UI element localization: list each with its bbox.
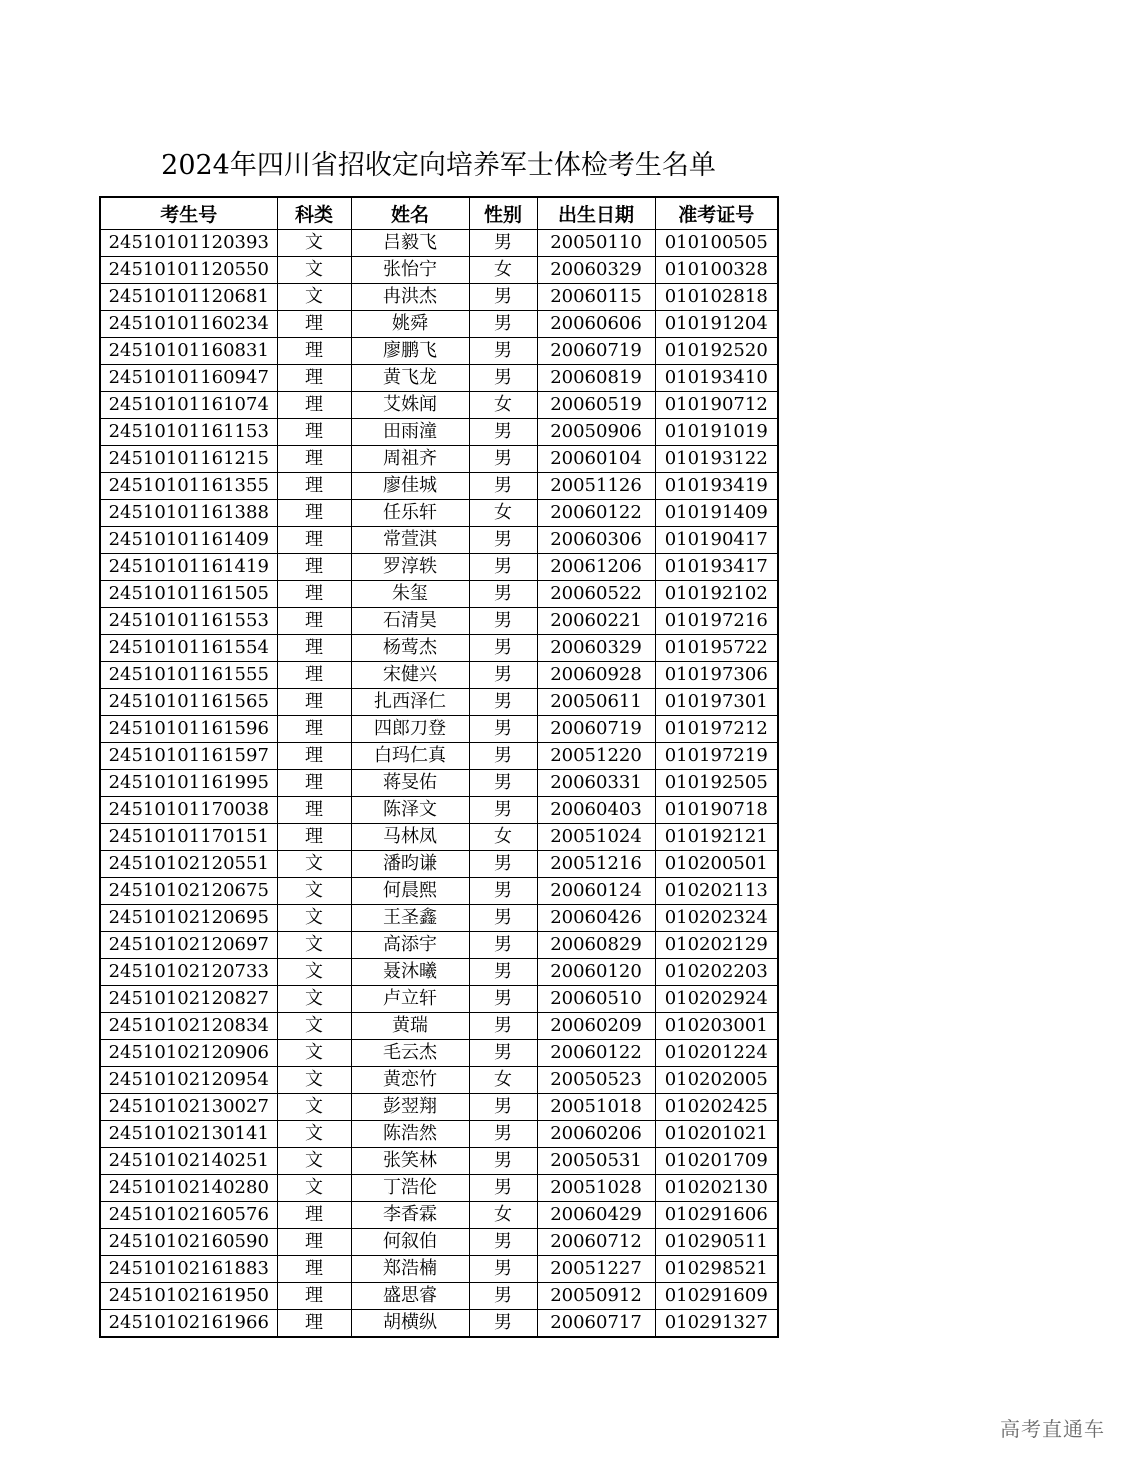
cell-admission-ticket: 010190417	[655, 527, 778, 554]
table-row	[100, 311, 778, 338]
cell-exam-number: 24510101161215	[100, 446, 277, 473]
table-row	[100, 419, 778, 446]
cell-admission-ticket: 010191019	[655, 419, 778, 446]
cell-exam-number: 24510101161565	[100, 689, 277, 716]
cell-exam-number: 24510101161505	[100, 581, 277, 608]
cell-name: 田雨潼	[351, 419, 469, 446]
cell-name: 张笑林	[351, 1148, 469, 1175]
document-title: 2024年四川省招收定向培养军士体检考生名单	[161, 150, 716, 181]
table-row	[100, 230, 778, 257]
cell-admission-ticket: 010201709	[655, 1148, 778, 1175]
cell-gender: 男	[469, 338, 537, 365]
cell-admission-ticket: 010193410	[655, 365, 778, 392]
cell-gender: 男	[469, 230, 537, 257]
cell-name: 吕毅飞	[351, 230, 469, 257]
cell-subject: 理	[277, 770, 351, 797]
cell-exam-number: 24510102160590	[100, 1229, 277, 1256]
cell-name: 廖佳城	[351, 473, 469, 500]
cell-birth-date: 20050611	[537, 689, 655, 716]
cell-name: 姚舜	[351, 311, 469, 338]
cell-name: 艾姝闻	[351, 392, 469, 419]
cell-exam-number: 24510101161419	[100, 554, 277, 581]
cell-birth-date: 20050906	[537, 419, 655, 446]
cell-admission-ticket: 010192102	[655, 581, 778, 608]
cell-subject: 文	[277, 1175, 351, 1202]
cell-birth-date: 20060403	[537, 797, 655, 824]
cell-subject: 理	[277, 473, 351, 500]
cell-gender: 男	[469, 1040, 537, 1067]
cell-gender: 男	[469, 311, 537, 338]
cell-gender: 男	[469, 581, 537, 608]
cell-birth-date: 20050110	[537, 230, 655, 257]
cell-birth-date: 20060522	[537, 581, 655, 608]
cell-gender: 男	[469, 554, 537, 581]
cell-name: 白玛仁真	[351, 743, 469, 770]
cell-subject: 理	[277, 1283, 351, 1310]
cell-admission-ticket: 010193122	[655, 446, 778, 473]
cell-subject: 理	[277, 338, 351, 365]
cell-subject: 文	[277, 878, 351, 905]
cell-name: 卢立轩	[351, 986, 469, 1013]
cell-birth-date: 20050912	[537, 1283, 655, 1310]
cell-birth-date: 20060719	[537, 338, 655, 365]
cell-birth-date: 20060206	[537, 1121, 655, 1148]
candidate-table	[99, 196, 779, 1338]
table-row	[100, 500, 778, 527]
cell-subject: 文	[277, 959, 351, 986]
cell-exam-number: 24510101161355	[100, 473, 277, 500]
cell-admission-ticket: 010298521	[655, 1256, 778, 1283]
cell-gender: 男	[469, 1310, 537, 1338]
cell-subject: 理	[277, 608, 351, 635]
cell-exam-number: 24510101161074	[100, 392, 277, 419]
cell-exam-number: 24510101161553	[100, 608, 277, 635]
cell-admission-ticket: 010291606	[655, 1202, 778, 1229]
table-row	[100, 1310, 778, 1338]
table-row	[100, 716, 778, 743]
cell-exam-number: 24510101120393	[100, 230, 277, 257]
table-row	[100, 770, 778, 797]
cell-gender: 男	[469, 635, 537, 662]
cell-exam-number: 24510102120695	[100, 905, 277, 932]
cell-gender: 男	[469, 1148, 537, 1175]
cell-gender: 男	[469, 1013, 537, 1040]
cell-name: 常萱淇	[351, 527, 469, 554]
cell-admission-ticket: 010193419	[655, 473, 778, 500]
cell-subject: 理	[277, 554, 351, 581]
cell-admission-ticket: 010202129	[655, 932, 778, 959]
cell-birth-date: 20060606	[537, 311, 655, 338]
cell-birth-date: 20061206	[537, 554, 655, 581]
cell-exam-number: 24510102120906	[100, 1040, 277, 1067]
table-row	[100, 608, 778, 635]
table-row	[100, 1256, 778, 1283]
cell-exam-number: 24510102140280	[100, 1175, 277, 1202]
cell-subject: 理	[277, 392, 351, 419]
cell-exam-number: 24510102120733	[100, 959, 277, 986]
cell-subject: 理	[277, 365, 351, 392]
cell-subject: 理	[277, 824, 351, 851]
cell-exam-number: 24510102130141	[100, 1121, 277, 1148]
table-row	[100, 878, 778, 905]
table-row	[100, 743, 778, 770]
cell-gender: 女	[469, 392, 537, 419]
cell-name: 郑浩楠	[351, 1256, 469, 1283]
cell-exam-number: 24510101161995	[100, 770, 277, 797]
table-row	[100, 1013, 778, 1040]
cell-gender: 男	[469, 446, 537, 473]
cell-admission-ticket: 010201021	[655, 1121, 778, 1148]
cell-admission-ticket: 010202130	[655, 1175, 778, 1202]
cell-subject: 文	[277, 257, 351, 284]
cell-exam-number: 24510102120697	[100, 932, 277, 959]
table-row	[100, 392, 778, 419]
cell-gender: 女	[469, 257, 537, 284]
cell-subject: 文	[277, 932, 351, 959]
cell-name: 陈泽文	[351, 797, 469, 824]
cell-admission-ticket: 010197301	[655, 689, 778, 716]
table-row	[100, 365, 778, 392]
cell-subject: 理	[277, 689, 351, 716]
cell-name: 张怡宁	[351, 257, 469, 284]
table-row	[100, 851, 778, 878]
cell-subject: 文	[277, 851, 351, 878]
cell-subject: 理	[277, 1202, 351, 1229]
cell-subject: 文	[277, 1013, 351, 1040]
cell-gender: 男	[469, 743, 537, 770]
cell-birth-date: 20050523	[537, 1067, 655, 1094]
cell-birth-date: 20060120	[537, 959, 655, 986]
cell-admission-ticket: 010195722	[655, 635, 778, 662]
cell-subject: 理	[277, 743, 351, 770]
cell-exam-number: 24510102130027	[100, 1094, 277, 1121]
cell-exam-number: 24510102120834	[100, 1013, 277, 1040]
cell-name: 高添宇	[351, 932, 469, 959]
cell-name: 盛思睿	[351, 1283, 469, 1310]
cell-exam-number: 24510102120827	[100, 986, 277, 1013]
cell-gender: 女	[469, 500, 537, 527]
cell-subject: 文	[277, 986, 351, 1013]
cell-name: 黄恋竹	[351, 1067, 469, 1094]
table-row	[100, 1175, 778, 1202]
cell-admission-ticket: 010190718	[655, 797, 778, 824]
cell-gender: 男	[469, 284, 537, 311]
cell-subject: 理	[277, 662, 351, 689]
cell-name: 何叙伯	[351, 1229, 469, 1256]
table-row	[100, 581, 778, 608]
cell-birth-date: 20060209	[537, 1013, 655, 1040]
cell-gender: 女	[469, 1067, 537, 1094]
cell-gender: 男	[469, 905, 537, 932]
cell-name: 陈浩然	[351, 1121, 469, 1148]
cell-admission-ticket: 010197306	[655, 662, 778, 689]
cell-admission-ticket: 010203001	[655, 1013, 778, 1040]
cell-birth-date: 20051126	[537, 473, 655, 500]
cell-admission-ticket: 010192520	[655, 338, 778, 365]
cell-subject: 文	[277, 1094, 351, 1121]
cell-subject: 文	[277, 284, 351, 311]
cell-gender: 男	[469, 689, 537, 716]
cell-admission-ticket: 010202324	[655, 905, 778, 932]
cell-gender: 男	[469, 419, 537, 446]
cell-exam-number: 24510101161597	[100, 743, 277, 770]
table-row	[100, 797, 778, 824]
cell-admission-ticket: 010202113	[655, 878, 778, 905]
cell-birth-date: 20060928	[537, 662, 655, 689]
cell-exam-number: 24510101120681	[100, 284, 277, 311]
cell-gender: 男	[469, 932, 537, 959]
column-header-name: 姓名	[351, 197, 469, 230]
cell-gender: 男	[469, 473, 537, 500]
cell-name: 黄飞龙	[351, 365, 469, 392]
cell-name: 扎西泽仁	[351, 689, 469, 716]
cell-admission-ticket: 010102818	[655, 284, 778, 311]
cell-subject: 理	[277, 1229, 351, 1256]
cell-gender: 男	[469, 851, 537, 878]
column-header-exam-number: 考生号	[100, 197, 277, 230]
table-row	[100, 635, 778, 662]
column-header-gender: 性别	[469, 197, 537, 230]
cell-birth-date: 20060329	[537, 257, 655, 284]
cell-birth-date: 20060819	[537, 365, 655, 392]
cell-birth-date: 20060717	[537, 1310, 655, 1338]
cell-name: 马林凤	[351, 824, 469, 851]
cell-name: 宋健兴	[351, 662, 469, 689]
table-body	[100, 230, 778, 1338]
cell-gender: 男	[469, 365, 537, 392]
cell-birth-date: 20060712	[537, 1229, 655, 1256]
cell-name: 潘昀谦	[351, 851, 469, 878]
table-row	[100, 446, 778, 473]
watermark-text: 高考直通车	[1000, 1417, 1105, 1441]
cell-subject: 文	[277, 1040, 351, 1067]
cell-admission-ticket: 010291609	[655, 1283, 778, 1310]
cell-admission-ticket: 010191409	[655, 500, 778, 527]
cell-exam-number: 24510101161409	[100, 527, 277, 554]
table-row	[100, 689, 778, 716]
cell-birth-date: 20060306	[537, 527, 655, 554]
cell-gender: 男	[469, 527, 537, 554]
cell-gender: 男	[469, 662, 537, 689]
cell-name: 王圣鑫	[351, 905, 469, 932]
cell-admission-ticket: 010192121	[655, 824, 778, 851]
cell-birth-date: 20060829	[537, 932, 655, 959]
cell-exam-number: 24510101160947	[100, 365, 277, 392]
cell-admission-ticket: 010202005	[655, 1067, 778, 1094]
cell-birth-date: 20051018	[537, 1094, 655, 1121]
table-row	[100, 284, 778, 311]
table-row	[100, 662, 778, 689]
table-row	[100, 959, 778, 986]
cell-name: 任乐轩	[351, 500, 469, 527]
cell-subject: 理	[277, 1310, 351, 1338]
table-header-row	[100, 197, 778, 230]
cell-name: 冉洪杰	[351, 284, 469, 311]
cell-admission-ticket: 010291327	[655, 1310, 778, 1338]
cell-exam-number: 24510101120550	[100, 257, 277, 284]
cell-admission-ticket: 010197219	[655, 743, 778, 770]
cell-exam-number: 24510102120954	[100, 1067, 277, 1094]
cell-name: 何晨熙	[351, 878, 469, 905]
cell-admission-ticket: 010192505	[655, 770, 778, 797]
cell-gender: 男	[469, 1121, 537, 1148]
cell-gender: 男	[469, 1229, 537, 1256]
cell-name: 胡横纵	[351, 1310, 469, 1338]
cell-exam-number: 24510101161388	[100, 500, 277, 527]
table-row	[100, 554, 778, 581]
cell-birth-date: 20060122	[537, 500, 655, 527]
cell-name: 毛云杰	[351, 1040, 469, 1067]
cell-name: 四郎刀登	[351, 716, 469, 743]
cell-birth-date: 20060331	[537, 770, 655, 797]
cell-name: 聂沐曦	[351, 959, 469, 986]
column-header-subject: 科类	[277, 197, 351, 230]
cell-birth-date: 20051216	[537, 851, 655, 878]
cell-birth-date: 20060426	[537, 905, 655, 932]
cell-birth-date: 20060104	[537, 446, 655, 473]
cell-exam-number: 24510101161554	[100, 635, 277, 662]
cell-birth-date: 20060429	[537, 1202, 655, 1229]
cell-admission-ticket: 010202924	[655, 986, 778, 1013]
cell-birth-date: 20050531	[537, 1148, 655, 1175]
table-row	[100, 338, 778, 365]
cell-gender: 女	[469, 824, 537, 851]
table-row	[100, 1202, 778, 1229]
cell-gender: 男	[469, 878, 537, 905]
cell-subject: 理	[277, 419, 351, 446]
column-header-birth-date: 出生日期	[537, 197, 655, 230]
cell-subject: 理	[277, 797, 351, 824]
cell-subject: 理	[277, 1256, 351, 1283]
cell-admission-ticket: 010202203	[655, 959, 778, 986]
cell-subject: 理	[277, 716, 351, 743]
cell-name: 罗淳轶	[351, 554, 469, 581]
cell-birth-date: 20051024	[537, 824, 655, 851]
table-row	[100, 1283, 778, 1310]
table-row	[100, 527, 778, 554]
cell-subject: 文	[277, 230, 351, 257]
cell-admission-ticket: 010197212	[655, 716, 778, 743]
cell-exam-number: 24510102161950	[100, 1283, 277, 1310]
table-row	[100, 932, 778, 959]
cell-admission-ticket: 010100505	[655, 230, 778, 257]
cell-admission-ticket: 010197216	[655, 608, 778, 635]
cell-admission-ticket: 010190712	[655, 392, 778, 419]
table-row	[100, 986, 778, 1013]
cell-birth-date: 20051227	[537, 1256, 655, 1283]
cell-subject: 理	[277, 311, 351, 338]
cell-birth-date: 20060329	[537, 635, 655, 662]
table-row	[100, 824, 778, 851]
cell-subject: 文	[277, 1121, 351, 1148]
cell-exam-number: 24510102120551	[100, 851, 277, 878]
table-row	[100, 473, 778, 500]
cell-name: 朱玺	[351, 581, 469, 608]
cell-exam-number: 24510101161596	[100, 716, 277, 743]
cell-gender: 男	[469, 986, 537, 1013]
table-row	[100, 1067, 778, 1094]
cell-exam-number: 24510102120675	[100, 878, 277, 905]
cell-gender: 男	[469, 716, 537, 743]
cell-admission-ticket: 010191204	[655, 311, 778, 338]
cell-subject: 理	[277, 527, 351, 554]
cell-birth-date: 20060124	[537, 878, 655, 905]
column-header-admission-ticket: 准考证号	[655, 197, 778, 230]
cell-gender: 男	[469, 608, 537, 635]
cell-gender: 男	[469, 770, 537, 797]
cell-birth-date: 20060221	[537, 608, 655, 635]
table-row	[100, 1094, 778, 1121]
cell-gender: 男	[469, 797, 537, 824]
cell-subject: 理	[277, 635, 351, 662]
cell-birth-date: 20051028	[537, 1175, 655, 1202]
cell-birth-date: 20060115	[537, 284, 655, 311]
cell-admission-ticket: 010290511	[655, 1229, 778, 1256]
cell-subject: 理	[277, 500, 351, 527]
cell-exam-number: 24510102161966	[100, 1310, 277, 1338]
cell-gender: 男	[469, 1175, 537, 1202]
cell-name: 李香霖	[351, 1202, 469, 1229]
cell-name: 彭翌翔	[351, 1094, 469, 1121]
cell-birth-date: 20060519	[537, 392, 655, 419]
cell-admission-ticket: 010202425	[655, 1094, 778, 1121]
cell-birth-date: 20060719	[537, 716, 655, 743]
cell-gender: 女	[469, 1202, 537, 1229]
cell-birth-date: 20060510	[537, 986, 655, 1013]
cell-exam-number: 24510101170038	[100, 797, 277, 824]
cell-admission-ticket: 010193417	[655, 554, 778, 581]
cell-exam-number: 24510102160576	[100, 1202, 277, 1229]
cell-name: 廖鹏飞	[351, 338, 469, 365]
cell-admission-ticket: 010100328	[655, 257, 778, 284]
cell-subject: 理	[277, 581, 351, 608]
cell-birth-date: 20051220	[537, 743, 655, 770]
cell-subject: 文	[277, 905, 351, 932]
cell-exam-number: 24510101161153	[100, 419, 277, 446]
cell-name: 石清昊	[351, 608, 469, 635]
cell-exam-number: 24510101160831	[100, 338, 277, 365]
cell-admission-ticket: 010200501	[655, 851, 778, 878]
table-row	[100, 1040, 778, 1067]
cell-exam-number: 24510102161883	[100, 1256, 277, 1283]
cell-exam-number: 24510102140251	[100, 1148, 277, 1175]
cell-name: 周祖齐	[351, 446, 469, 473]
cell-exam-number: 24510101161555	[100, 662, 277, 689]
table-row	[100, 257, 778, 284]
table-row	[100, 1229, 778, 1256]
cell-gender: 男	[469, 1256, 537, 1283]
cell-exam-number: 24510101160234	[100, 311, 277, 338]
cell-name: 丁浩伦	[351, 1175, 469, 1202]
cell-gender: 男	[469, 959, 537, 986]
cell-exam-number: 24510101170151	[100, 824, 277, 851]
cell-admission-ticket: 010201224	[655, 1040, 778, 1067]
cell-subject: 文	[277, 1148, 351, 1175]
table-row	[100, 1148, 778, 1175]
cell-name: 黄瑞	[351, 1013, 469, 1040]
cell-birth-date: 20060122	[537, 1040, 655, 1067]
table-row	[100, 1121, 778, 1148]
cell-subject: 文	[277, 1067, 351, 1094]
cell-gender: 男	[469, 1094, 537, 1121]
table-row	[100, 905, 778, 932]
cell-name: 蒋旻佑	[351, 770, 469, 797]
cell-subject: 理	[277, 446, 351, 473]
cell-gender: 男	[469, 1283, 537, 1310]
cell-name: 杨莺杰	[351, 635, 469, 662]
